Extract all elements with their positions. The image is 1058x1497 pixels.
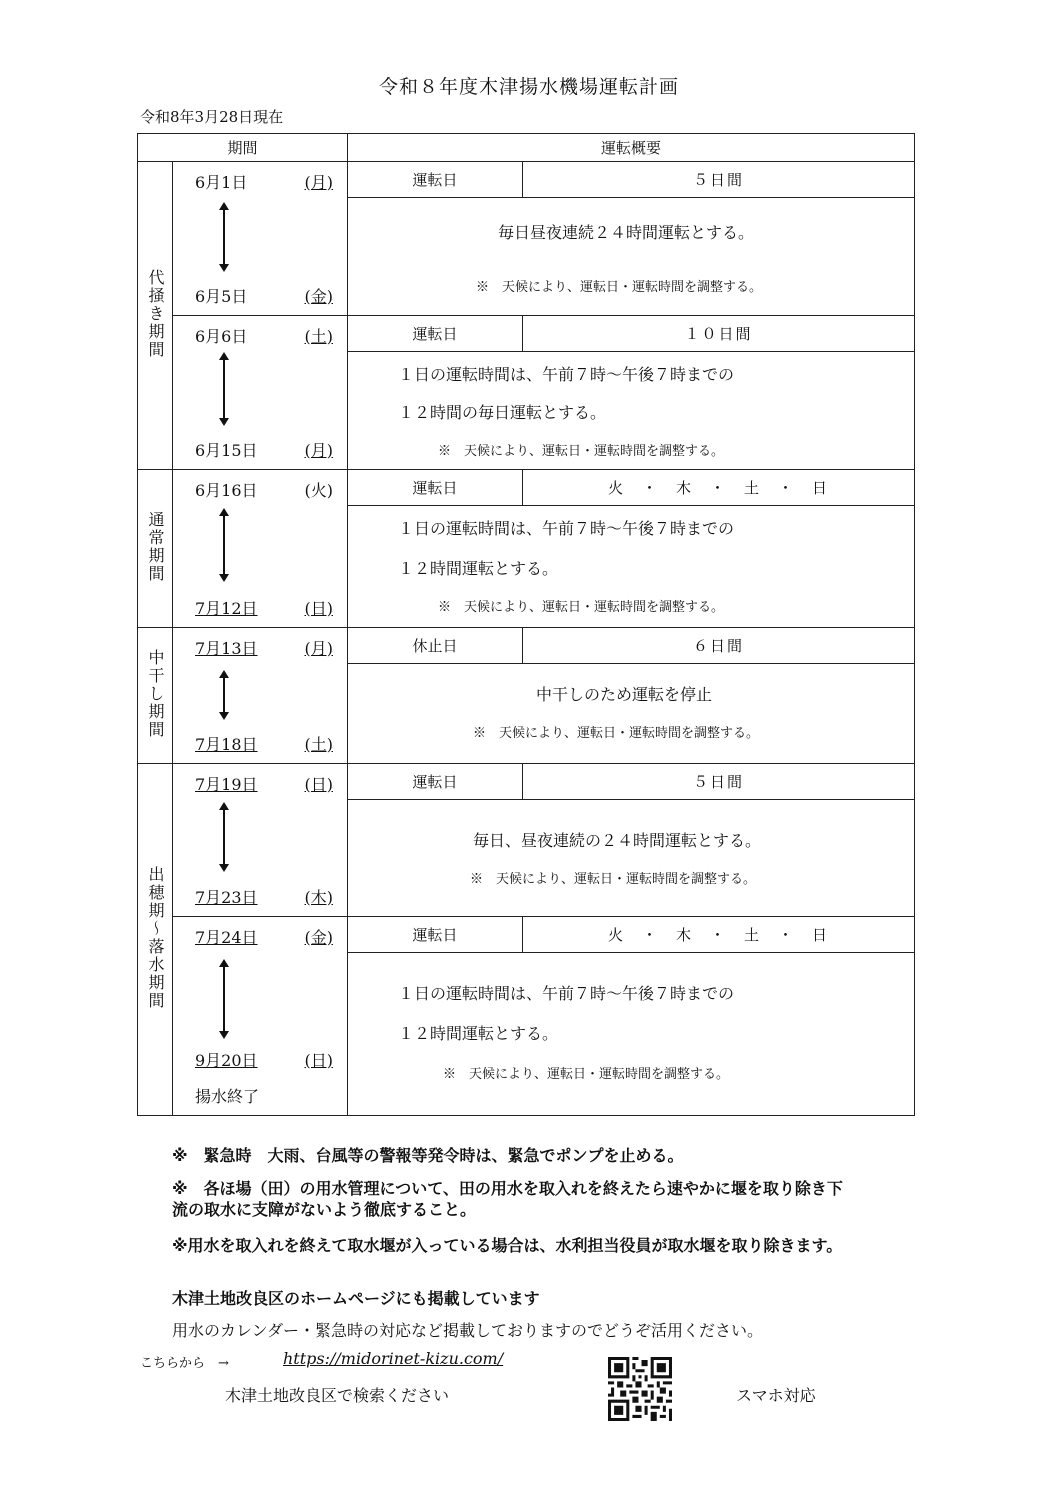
description-cell: [348, 799, 915, 916]
pumping-end-label: 揚水終了: [195, 1087, 260, 1106]
section-cell: [138, 628, 173, 764]
double-arrow-icon: [223, 676, 225, 714]
period-cell: [173, 162, 348, 316]
section-label: 代掻き期間: [146, 268, 165, 359]
smartphone-support-label: スマホ対応: [736, 1386, 816, 1405]
description-line: 中干しのため運転を停止: [536, 684, 713, 704]
description-line: １日の運転時間は、午前７時〜午後７時までの: [398, 364, 735, 384]
start-date: 6月6日: [195, 327, 248, 346]
homepage-description: 用水のカレンダー・緊急時の対応など掲載しておりますのでどうぞ活用ください。: [172, 1321, 763, 1340]
start-date: 7月19日: [195, 775, 258, 794]
weather-note: ※ 天候により、運転日・運転時間を調整する。: [476, 279, 763, 295]
end-date: 6月5日: [195, 287, 248, 306]
start-date: 7月13日: [195, 639, 258, 658]
weather-note: ※ 天候により、運転日・運転時間を調整する。: [470, 871, 757, 887]
double-arrow-icon: [223, 208, 225, 266]
field-management-notice-cont: 流の取水に支障がないよう徹底すること。: [172, 1200, 477, 1219]
table-row: [138, 628, 915, 664]
description-cell: [348, 197, 915, 315]
description-cell: [348, 663, 915, 763]
start-weekday: (金): [304, 928, 334, 947]
end-weekday: (金): [304, 287, 334, 306]
qr-code-icon[interactable]: [608, 1357, 672, 1421]
weather-note: ※ 天候により、運転日・運転時間を調整する。: [443, 1066, 730, 1082]
description-cell: [348, 952, 915, 1115]
schedule-value: １０日間: [523, 316, 915, 352]
end-date: 6月15日: [195, 441, 258, 460]
description-line: １２時間の毎日運転とする。: [398, 402, 607, 422]
double-arrow-icon: [223, 808, 225, 866]
section-label: 通常期間: [146, 510, 165, 583]
double-arrow-icon: [223, 358, 225, 420]
table-row: [138, 470, 915, 506]
schedule-value: ５日間: [523, 764, 915, 800]
schedule-type-label: 運転日: [348, 470, 523, 506]
schedule-value: ６日間: [523, 628, 915, 664]
description-line: １日の運転時間は、午前７時〜午後７時までの: [398, 983, 735, 1003]
schedule-type-label: 運転日: [348, 917, 523, 953]
description-line: １２時間運転とする。: [398, 1023, 559, 1043]
description-line: １２時間運転とする。: [398, 558, 559, 578]
schedule-value: ５日間: [523, 162, 915, 198]
schedule-type-label: 運転日: [348, 316, 523, 352]
section-cell: [138, 470, 173, 628]
start-weekday: (火): [304, 481, 334, 500]
period-cell: [173, 628, 348, 764]
section-cell: [138, 162, 173, 470]
table-header-row: [138, 134, 915, 162]
weather-note: ※ 天候により、運転日・運転時間を調整する。: [438, 599, 725, 615]
weather-note: ※ 天候により、運転日・運転時間を調整する。: [473, 725, 760, 741]
schedule-value: 火 ・ 木 ・ 土 ・ 日: [523, 917, 915, 953]
table-row: [138, 917, 915, 953]
end-weekday: (土): [304, 735, 334, 754]
table-row: [138, 316, 915, 352]
search-instruction: 木津土地改良区で検索ください: [225, 1386, 450, 1405]
section-cell: [138, 764, 173, 1116]
period-cell: [173, 764, 348, 917]
header-summary: 運転概要: [348, 134, 915, 162]
schedule-type-label: 運転日: [348, 162, 523, 198]
table-row: [138, 162, 915, 198]
start-date: 6月1日: [195, 173, 248, 192]
description-line: 毎日、昼夜連続の２４時間運転とする。: [473, 830, 762, 850]
description-cell: [348, 505, 915, 627]
section-label: 中干し期間: [146, 648, 165, 739]
description-line: 毎日昼夜連続２４時間運転とする。: [498, 222, 755, 242]
weather-note: ※ 天候により、運転日・運転時間を調整する。: [438, 443, 725, 459]
double-arrow-icon: [223, 965, 225, 1033]
period-cell: [173, 470, 348, 628]
start-date: 7月24日: [195, 928, 258, 947]
schedule-type-label: 運転日: [348, 764, 523, 800]
period-cell: [173, 316, 348, 470]
weir-removal-notice: ※用水を取入れを終えて取水堰が入っている場合は、水利担当役員が取水堰を取り除きます。: [172, 1236, 843, 1255]
link-prefix: こちらから →: [140, 1356, 229, 1371]
field-management-notice: ※ 各ほ場（田）の用水管理について、田の用水を取入れを終えたら速やかに堰を取り除き下: [172, 1179, 843, 1198]
section-label: 出穂期〜落水期間: [146, 865, 165, 1010]
header-period: 期間: [138, 134, 348, 162]
start-weekday: (日): [304, 775, 334, 794]
emergency-notice: ※ 緊急時 大雨、台風等の警報等発令時は、緊急でポンプを止める。: [172, 1146, 684, 1165]
homepage-heading: 木津土地改良区のホームページにも掲載しています: [172, 1289, 540, 1308]
start-weekday: (月): [304, 639, 334, 658]
end-weekday: (日): [304, 1051, 334, 1070]
table-row: [138, 764, 915, 800]
start-weekday: (土): [304, 327, 334, 346]
start-date: 6月16日: [195, 481, 258, 500]
end-date: 9月20日: [195, 1051, 258, 1070]
page-title: 令和８年度木津揚水機場運転計画: [378, 76, 679, 98]
end-weekday: (木): [304, 888, 334, 907]
double-arrow-icon: [223, 514, 225, 576]
description-line: １日の運転時間は、午前７時〜午後７時までの: [398, 518, 735, 538]
end-date: 7月23日: [195, 888, 258, 907]
schedule-value: 火 ・ 木 ・ 土 ・ 日: [523, 470, 915, 506]
as-of-date: 令和8年3月28日現在: [140, 108, 284, 126]
schedule-table: [137, 133, 915, 1116]
period-cell: [173, 917, 348, 1116]
end-date: 7月18日: [195, 735, 258, 754]
end-date: 7月12日: [195, 599, 258, 618]
schedule-type-label: 休止日: [348, 628, 523, 664]
start-weekday: (月): [304, 173, 334, 192]
end-weekday: (日): [304, 599, 334, 618]
description-cell: [348, 351, 915, 469]
homepage-link[interactable]: https://midorinet-kizu.com/: [283, 1349, 504, 1368]
end-weekday: (月): [304, 441, 334, 460]
